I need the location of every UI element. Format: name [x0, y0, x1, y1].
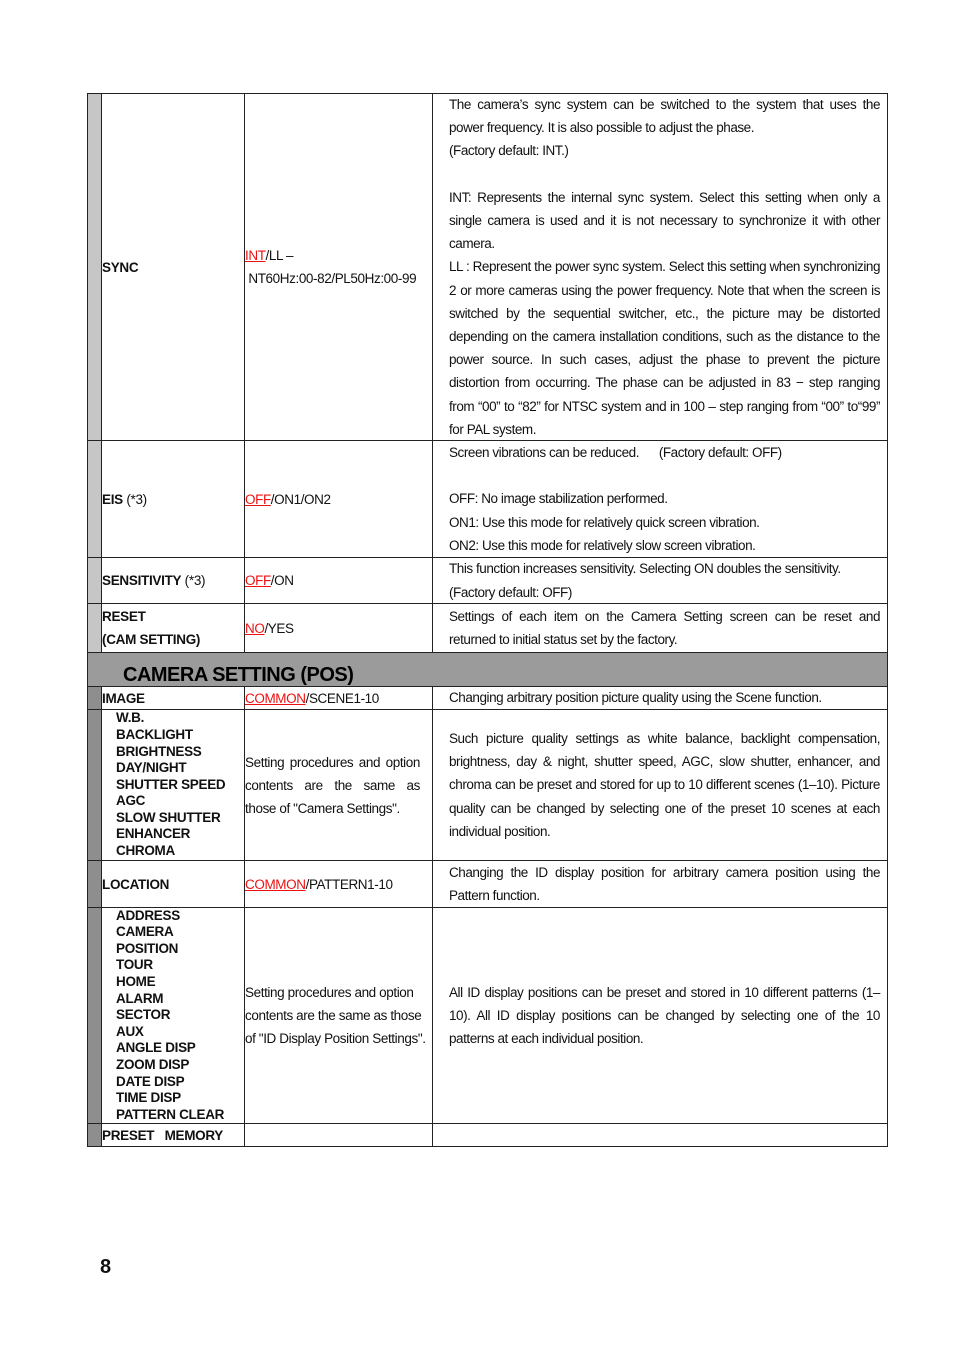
setting-subitems	[102, 710, 245, 860]
setting-name: RESET (CAM SETTING)	[102, 604, 245, 652]
subitem: CHROMA	[116, 843, 175, 859]
setting-description: Such picture quality settings as white balance, backlight compensation, brightness, day & night, shutter speed, AGC, slow shutter, enhancer, and chroma can be preset and stored for up to 10 different scenes (1–10). Picture quality can be changed by selecting one of the preset 10 scenes at each individual position.	[433, 710, 888, 860]
subitem: ENHANCER	[116, 826, 191, 842]
subitem: AUX	[116, 1023, 144, 1039]
setting-description: Changing the ID display position for arbitrary camera position using the Pattern function.	[433, 861, 888, 907]
subitem: ZOOM DISP	[116, 1056, 190, 1072]
setting-description: The camera’s sync system can be switched to the system that uses the power frequency. It is also possible to adjust the phase. (Factory default: INT.) INT: Represents the internal sync system. Select this setting when only a single camera is used and it is not necessary to synchronize it with other camera. LL : Represent the power sync system. Select this setting when synchronizing 2 or more cameras using the power frequency. Note that when the screen is switched by the sequential switcher, etc., the picture may be distorted depending on the camera installation conditions, such as the distance to the power source. In such cases, adjust the phase to prevent the picture distortion from occurring. The phase can be adjusted in 83 − step ranging from “00” to “82” for NTSC system and in 100 – step ranging from “00” to“99” for PAL system.	[433, 94, 888, 440]
setting-options: OFF/ON1/ON2	[245, 441, 433, 557]
subitem: W.B.	[116, 710, 145, 726]
setting-options: COMMON/PATTERN1-10	[245, 861, 433, 907]
table-row-image-items	[87, 710, 888, 861]
setting-options: Setting procedures and option contents are the same as those of "Camera Settings".	[245, 710, 433, 860]
table-row-sensitivity	[87, 558, 888, 604]
setting-description: Screen vibrations can be reduced. (Factory default: OFF) OFF: No image stabilization performed. ON1: Use this mode for relatively quick screen vibration. ON2: Use this mode for relatively slow screen vibration.	[433, 441, 888, 557]
table-row-reset	[87, 604, 888, 653]
subitem: ANGLE DISP	[116, 1040, 196, 1056]
subitem: DAY/NIGHT	[116, 760, 187, 776]
setting-description: This function increases sensitivity. Selecting ON doubles the sensitivity. (Factory default: OFF)	[433, 558, 888, 603]
subitem: SECTOR	[116, 1007, 171, 1023]
setting-options: COMMON/SCENE1-10	[245, 687, 433, 709]
setting-name: EIS (*3)	[102, 441, 245, 557]
subitem: DATE DISP	[116, 1073, 185, 1089]
settings-table	[87, 93, 888, 1147]
subitem: SHUTTER SPEED	[116, 776, 226, 792]
table-row-location-items	[87, 908, 888, 1124]
subitem: CAMERA	[116, 924, 174, 940]
setting-options: OFF/ON	[245, 558, 433, 603]
page-number: 8	[100, 1256, 112, 1278]
section-title: CAMERA SETTING (POS)	[123, 664, 354, 686]
setting-name: PRESET MEMORY	[102, 1124, 245, 1146]
table-row-sync	[87, 93, 888, 441]
setting-options: Setting procedures and option contents are the same as those of "ID Display Position Settings".	[245, 908, 433, 1123]
setting-name: SENSITIVITY (*3)	[102, 558, 245, 603]
table-row-image	[87, 687, 888, 710]
section-header	[87, 653, 888, 687]
subitem: ADDRESS	[116, 907, 180, 923]
table-row-location	[87, 861, 888, 908]
subitem: POSITION	[116, 940, 179, 956]
setting-name: LOCATION	[102, 861, 245, 907]
subitem: BACKLIGHT	[116, 726, 193, 742]
setting-name: IMAGE	[102, 687, 245, 709]
subitem: ALARM	[116, 990, 164, 1006]
subitem: SLOW SHUTTER	[116, 809, 221, 825]
subitem: PATTERN CLEAR	[116, 1106, 225, 1122]
setting-description: Settings of each item on the Camera Setting screen can be reset and returned to initial status set by the factory.	[433, 604, 888, 652]
table-row-preset-memory	[87, 1124, 888, 1147]
setting-name: SYNC	[102, 94, 245, 440]
subitem: TOUR	[116, 957, 153, 973]
setting-options: INT/LL – NT60Hz:00-82/PL50Hz:00-99	[245, 94, 433, 440]
subitem: TIME DISP	[116, 1090, 181, 1106]
subitem: HOME	[116, 974, 156, 990]
setting-subitems	[102, 908, 245, 1123]
setting-options: NO/YES	[245, 604, 433, 652]
subitem: AGC	[116, 793, 146, 809]
table-row-eis	[87, 441, 888, 558]
subitem: BRIGHTNESS	[116, 743, 202, 759]
setting-description: Changing arbitrary position picture quality using the Scene function.	[433, 687, 888, 709]
setting-description: All ID display positions can be preset and stored in 10 different patterns (1–10). All ID display positions can be changed by selecting one of the 10 patterns at each individual position.	[433, 908, 888, 1123]
